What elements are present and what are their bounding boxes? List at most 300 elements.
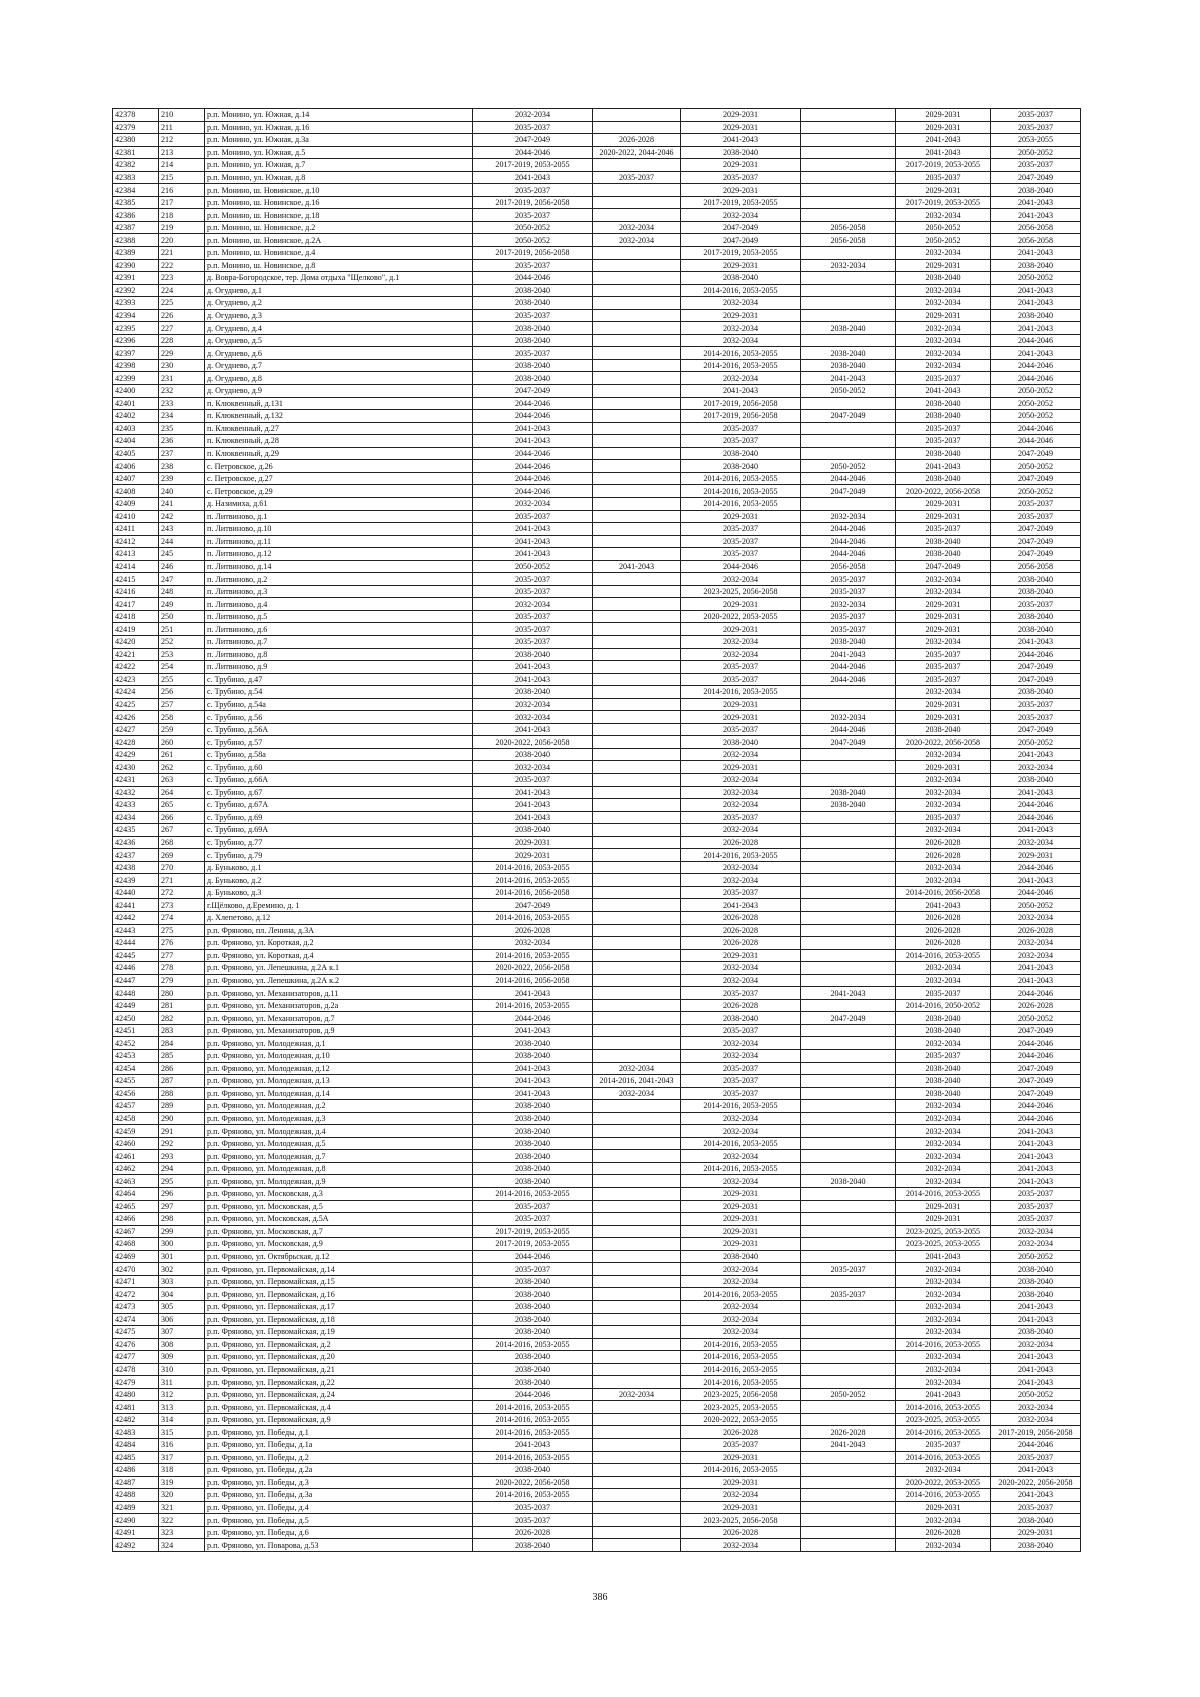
address-cell: п. Литвиново, д.11	[205, 535, 473, 548]
row-number-cell: 283	[159, 1024, 205, 1037]
period-cell-4	[801, 109, 896, 122]
record-id-cell: 42476	[113, 1338, 159, 1351]
record-id-cell: 42449	[113, 999, 159, 1012]
period-cell-5: 2026-2028	[896, 924, 991, 937]
period-cell-4	[801, 1275, 896, 1288]
record-id-cell: 42458	[113, 1112, 159, 1125]
period-cell-6: 2050-2052	[991, 397, 1081, 410]
address-cell: р.п. Фряново, ул. Механизаторов, д.9	[205, 1024, 473, 1037]
row-number-cell: 285	[159, 1050, 205, 1063]
period-cell-4	[801, 1062, 896, 1075]
period-cell-5: 2032-2034	[896, 1351, 991, 1364]
period-cell-4: 2047-2049	[801, 1012, 896, 1025]
address-cell: р.п. Фряново, ул. Победы, д.1	[205, 1426, 473, 1439]
table-row	[113, 234, 1081, 247]
period-cell-1: 2035-2037	[473, 1213, 593, 1226]
period-cell-2	[593, 861, 681, 874]
period-cell-1: 2035-2037	[473, 309, 593, 322]
period-cell-6: 2047-2049	[991, 723, 1081, 736]
period-cell-5: 2038-2040	[896, 272, 991, 285]
period-cell-1: 2038-2040	[473, 1313, 593, 1326]
record-id-cell: 42462	[113, 1162, 159, 1175]
period-cell-3: 2029-2031	[681, 1188, 801, 1201]
record-id-cell: 42492	[113, 1539, 159, 1552]
period-cell-1: 2038-2040	[473, 372, 593, 385]
period-cell-1: 2044-2046	[473, 472, 593, 485]
period-cell-5: 2026-2028	[896, 937, 991, 950]
period-cell-5: 2038-2040	[896, 472, 991, 485]
record-id-cell: 42452	[113, 1037, 159, 1050]
address-cell: р.п. Фряново, ул. Московская, д.7	[205, 1225, 473, 1238]
period-cell-1: 2017-2019, 2056-2058	[473, 247, 593, 260]
period-cell-2	[593, 1363, 681, 1376]
table-row	[113, 1200, 1081, 1213]
row-number-cell: 221	[159, 247, 205, 260]
period-cell-5: 2038-2040	[896, 1024, 991, 1037]
table-row	[113, 761, 1081, 774]
address-cell: д. Огуднево, д.3	[205, 309, 473, 322]
period-cell-1: 2035-2037	[473, 1501, 593, 1514]
period-cell-3: 2032-2034	[681, 1326, 801, 1339]
period-cell-3: 2026-2028	[681, 1526, 801, 1539]
period-cell-3: 2038-2040	[681, 460, 801, 473]
record-id-cell: 42451	[113, 1024, 159, 1037]
period-cell-4	[801, 773, 896, 786]
period-cell-5: 2035-2037	[896, 661, 991, 674]
period-cell-2	[593, 435, 681, 448]
period-cell-5: 2029-2031	[896, 259, 991, 272]
period-cell-2	[593, 1426, 681, 1439]
record-id-cell: 42395	[113, 322, 159, 335]
row-number-cell: 316	[159, 1438, 205, 1451]
period-cell-4	[801, 937, 896, 950]
address-cell: р.п. Фряново, ул. Первомайская, д.16	[205, 1288, 473, 1301]
period-cell-6: 2038-2040	[991, 259, 1081, 272]
period-cell-3: 2029-2031	[681, 1501, 801, 1514]
row-number-cell: 236	[159, 435, 205, 448]
period-cell-1: 2035-2037	[473, 121, 593, 134]
period-cell-1: 2041-2043	[473, 1024, 593, 1037]
table-row	[113, 661, 1081, 674]
period-cell-1: 2041-2043	[473, 535, 593, 548]
period-cell-5: 2032-2034	[896, 334, 991, 347]
period-cell-5: 2032-2034	[896, 1175, 991, 1188]
table-row	[113, 748, 1081, 761]
period-cell-4	[801, 1125, 896, 1138]
address-cell: п. Литвиново, д.4	[205, 598, 473, 611]
period-cell-6: 2041-2043	[991, 1150, 1081, 1163]
period-cell-1: 2041-2043	[473, 661, 593, 674]
period-cell-3: 2020-2022, 2053-2055	[681, 610, 801, 623]
period-cell-3: 2032-2034	[681, 1539, 801, 1552]
period-cell-6: 2035-2037	[991, 698, 1081, 711]
period-cell-4	[801, 1100, 896, 1113]
period-cell-6: 2032-2034	[991, 949, 1081, 962]
period-cell-4	[801, 912, 896, 925]
period-cell-2	[593, 1037, 681, 1050]
period-cell-2	[593, 1275, 681, 1288]
period-cell-6: 2038-2040	[991, 1514, 1081, 1527]
record-id-cell: 42471	[113, 1275, 159, 1288]
table-row	[113, 385, 1081, 398]
period-cell-6: 2035-2037	[991, 1501, 1081, 1514]
period-cell-1: 2035-2037	[473, 610, 593, 623]
period-cell-2: 2014-2016, 2041-2043	[593, 1075, 681, 1088]
address-cell: с. Трубино, д.54а	[205, 698, 473, 711]
table-row	[113, 836, 1081, 849]
address-cell: р.п. Монино, ш. Новинское, д.16	[205, 196, 473, 209]
period-cell-6: 2038-2040	[991, 184, 1081, 197]
table-row	[113, 1263, 1081, 1276]
period-cell-2	[593, 1024, 681, 1037]
period-cell-1: 2020-2022, 2056-2058	[473, 1476, 593, 1489]
address-cell: р.п. Фряново, ул. Молодежная, д.7	[205, 1150, 473, 1163]
period-cell-4	[801, 1162, 896, 1175]
row-number-cell: 248	[159, 585, 205, 598]
period-cell-5: 2032-2034	[896, 686, 991, 699]
period-cell-5: 2029-2031	[896, 184, 991, 197]
period-cell-6: 2050-2052	[991, 1012, 1081, 1025]
address-cell: с. Трубино, д.56	[205, 711, 473, 724]
row-number-cell: 265	[159, 799, 205, 812]
period-cell-3: 2032-2034	[681, 1263, 801, 1276]
period-cell-3: 2029-2031	[681, 184, 801, 197]
period-cell-1: 2041-2043	[473, 1062, 593, 1075]
address-cell: р.п. Фряново, ул. Молодежная, д.3	[205, 1112, 473, 1125]
record-id-cell: 42380	[113, 134, 159, 147]
record-id-cell: 42448	[113, 987, 159, 1000]
period-cell-3: 2029-2031	[681, 109, 801, 122]
period-cell-6: 2041-2043	[991, 748, 1081, 761]
period-cell-4	[801, 824, 896, 837]
period-cell-5: 2014-2016, 2050-2052	[896, 999, 991, 1012]
row-number-cell: 262	[159, 761, 205, 774]
record-id-cell: 42392	[113, 284, 159, 297]
period-cell-2	[593, 1137, 681, 1150]
period-cell-5: 2032-2034	[896, 824, 991, 837]
row-number-cell: 238	[159, 460, 205, 473]
table-row	[113, 773, 1081, 786]
row-number-cell: 225	[159, 297, 205, 310]
period-cell-2	[593, 347, 681, 360]
period-cell-1: 2026-2028	[473, 1526, 593, 1539]
record-id-cell: 42472	[113, 1288, 159, 1301]
record-id-cell: 42489	[113, 1501, 159, 1514]
row-number-cell: 259	[159, 723, 205, 736]
address-cell: п. Литвиново, д.8	[205, 648, 473, 661]
row-number-cell: 315	[159, 1426, 205, 1439]
period-cell-4	[801, 861, 896, 874]
row-number-cell: 245	[159, 548, 205, 561]
record-id-cell: 42421	[113, 648, 159, 661]
period-cell-1: 2038-2040	[473, 824, 593, 837]
row-number-cell: 226	[159, 309, 205, 322]
table-row	[113, 1464, 1081, 1477]
period-cell-5: 2014-2016, 2053-2055	[896, 1426, 991, 1439]
record-id-cell: 42434	[113, 811, 159, 824]
record-id-cell: 42473	[113, 1300, 159, 1313]
period-cell-1: 2017-2019, 2053-2055	[473, 1238, 593, 1251]
period-cell-4: 2035-2037	[801, 585, 896, 598]
row-number-cell: 239	[159, 472, 205, 485]
address-cell: д. Назимиха, д.61	[205, 497, 473, 510]
period-cell-1: 2047-2049	[473, 899, 593, 912]
period-cell-2	[593, 673, 681, 686]
address-cell: с. Трубино, д.67	[205, 786, 473, 799]
period-cell-6: 2041-2043	[991, 1300, 1081, 1313]
table-row	[113, 1413, 1081, 1426]
period-cell-4	[801, 886, 896, 899]
period-cell-2	[593, 1300, 681, 1313]
period-cell-3: 2032-2034	[681, 824, 801, 837]
address-cell: с. Трубино, д.77	[205, 836, 473, 849]
period-cell-2	[593, 397, 681, 410]
period-cell-3: 2014-2016, 2053-2055	[681, 1338, 801, 1351]
period-cell-5: 2032-2034	[896, 1263, 991, 1276]
period-cell-5: 2038-2040	[896, 1012, 991, 1025]
address-cell: д. Огуднево, д.8	[205, 372, 473, 385]
table-row	[113, 786, 1081, 799]
period-cell-1: 2035-2037	[473, 573, 593, 586]
table-row	[113, 159, 1081, 172]
period-cell-5: 2038-2040	[896, 723, 991, 736]
row-number-cell: 246	[159, 560, 205, 573]
period-cell-5: 2050-2052	[896, 234, 991, 247]
period-cell-4: 2035-2037	[801, 610, 896, 623]
period-cell-1: 2014-2016, 2053-2055	[473, 1401, 593, 1414]
period-cell-4	[801, 284, 896, 297]
period-cell-4	[801, 435, 896, 448]
table-row	[113, 1401, 1081, 1414]
period-cell-6: 2044-2046	[991, 1438, 1081, 1451]
record-id-cell: 42437	[113, 849, 159, 862]
period-cell-5: 2041-2043	[896, 385, 991, 398]
period-cell-6: 2041-2043	[991, 962, 1081, 975]
period-cell-5: 2032-2034	[896, 962, 991, 975]
period-cell-3: 2032-2034	[681, 1300, 801, 1313]
period-cell-6: 2041-2043	[991, 347, 1081, 360]
period-cell-1: 2035-2037	[473, 1263, 593, 1276]
period-cell-5: 2014-2016, 2053-2055	[896, 949, 991, 962]
period-cell-2	[593, 209, 681, 222]
record-id-cell: 42435	[113, 824, 159, 837]
period-cell-6: 2044-2046	[991, 648, 1081, 661]
period-cell-4	[801, 698, 896, 711]
table-row	[113, 736, 1081, 749]
period-cell-3: 2023-2025, 2056-2058	[681, 1388, 801, 1401]
address-cell: г.Щёлково, д.Еремино, д. 1	[205, 899, 473, 912]
record-id-cell: 42379	[113, 121, 159, 134]
row-number-cell: 312	[159, 1388, 205, 1401]
period-cell-2: 2020-2022, 2044-2046	[593, 146, 681, 159]
period-cell-3: 2014-2016, 2053-2055	[681, 849, 801, 862]
table-row	[113, 247, 1081, 260]
row-number-cell: 271	[159, 874, 205, 887]
record-id-cell: 42407	[113, 472, 159, 485]
period-cell-1: 2032-2034	[473, 109, 593, 122]
period-cell-6: 2035-2037	[991, 510, 1081, 523]
period-cell-5: 2014-2016, 2053-2055	[896, 1188, 991, 1201]
period-cell-5: 2029-2031	[896, 109, 991, 122]
table-row	[113, 1501, 1081, 1514]
period-cell-1: 2038-2040	[473, 284, 593, 297]
record-id-cell: 42418	[113, 610, 159, 623]
period-cell-6: 2041-2043	[991, 1363, 1081, 1376]
row-number-cell: 297	[159, 1200, 205, 1213]
period-cell-2	[593, 247, 681, 260]
table-row	[113, 221, 1081, 234]
period-cell-4	[801, 1225, 896, 1238]
row-number-cell: 251	[159, 623, 205, 636]
table-row	[113, 309, 1081, 322]
table-row	[113, 924, 1081, 937]
record-id-cell: 42384	[113, 184, 159, 197]
period-cell-5: 2032-2034	[896, 573, 991, 586]
period-cell-3: 2038-2040	[681, 1250, 801, 1263]
period-cell-3: 2035-2037	[681, 548, 801, 561]
period-cell-4	[801, 1313, 896, 1326]
table-row	[113, 447, 1081, 460]
period-cell-6: 2038-2040	[991, 573, 1081, 586]
period-cell-1: 2041-2043	[473, 523, 593, 536]
period-cell-4: 2056-2058	[801, 560, 896, 573]
table-row	[113, 1075, 1081, 1088]
period-cell-2	[593, 359, 681, 372]
period-cell-1: 2041-2043	[473, 1087, 593, 1100]
address-cell: п. Литвиново, д.9	[205, 661, 473, 674]
record-id-cell: 42484	[113, 1438, 159, 1451]
address-cell: р.п. Монино, ш. Новинское, д.18	[205, 209, 473, 222]
period-cell-6: 2050-2052	[991, 146, 1081, 159]
row-number-cell: 233	[159, 397, 205, 410]
period-cell-6: 2050-2052	[991, 899, 1081, 912]
period-cell-6: 2032-2034	[991, 761, 1081, 774]
period-cell-4: 2044-2046	[801, 535, 896, 548]
period-cell-5: 2032-2034	[896, 284, 991, 297]
period-cell-5: 2017-2019, 2053-2055	[896, 159, 991, 172]
period-cell-1: 2035-2037	[473, 209, 593, 222]
period-cell-2	[593, 497, 681, 510]
period-cell-6: 2050-2052	[991, 272, 1081, 285]
period-cell-2	[593, 297, 681, 310]
period-cell-5: 2032-2034	[896, 799, 991, 812]
row-number-cell: 299	[159, 1225, 205, 1238]
period-cell-4	[801, 962, 896, 975]
record-id-cell: 42444	[113, 937, 159, 950]
address-cell: с. Трубино, д.66А	[205, 773, 473, 786]
period-cell-2: 2035-2037	[593, 171, 681, 184]
table-row	[113, 861, 1081, 874]
table-row	[113, 1489, 1081, 1502]
period-cell-6: 2041-2043	[991, 209, 1081, 222]
row-number-cell: 317	[159, 1451, 205, 1464]
period-cell-6: 2050-2052	[991, 1388, 1081, 1401]
table-row	[113, 1363, 1081, 1376]
period-cell-5: 2020-2022, 2056-2058	[896, 485, 991, 498]
record-id-cell: 42390	[113, 259, 159, 272]
period-cell-6: 2038-2040	[991, 1263, 1081, 1276]
period-cell-6: 2026-2028	[991, 999, 1081, 1012]
period-cell-2	[593, 472, 681, 485]
table-row	[113, 962, 1081, 975]
period-cell-5: 2026-2028	[896, 849, 991, 862]
period-cell-6: 2050-2052	[991, 1250, 1081, 1263]
period-cell-4	[801, 748, 896, 761]
period-cell-5: 2032-2034	[896, 347, 991, 360]
record-id-cell: 42485	[113, 1451, 159, 1464]
period-cell-2	[593, 1050, 681, 1063]
record-id-cell: 42467	[113, 1225, 159, 1238]
address-cell: р.п. Монино, ул. Южная, д.8	[205, 171, 473, 184]
period-cell-5: 2026-2028	[896, 912, 991, 925]
period-cell-4: 2044-2046	[801, 523, 896, 536]
record-id-cell: 42440	[113, 886, 159, 899]
period-cell-4	[801, 1514, 896, 1527]
period-cell-1: 2050-2052	[473, 560, 593, 573]
period-cell-2	[593, 836, 681, 849]
period-cell-3: 2029-2031	[681, 259, 801, 272]
period-cell-2	[593, 1313, 681, 1326]
period-cell-6: 2047-2049	[991, 1024, 1081, 1037]
table-row	[113, 1514, 1081, 1527]
table-row	[113, 937, 1081, 950]
period-cell-5: 2035-2037	[896, 811, 991, 824]
row-number-cell: 217	[159, 196, 205, 209]
period-cell-2: 2026-2028	[593, 134, 681, 147]
period-cell-3: 2035-2037	[681, 673, 801, 686]
table-row	[113, 1338, 1081, 1351]
address-cell: р.п. Фряново, ул. Победы, д.2а	[205, 1464, 473, 1477]
address-cell: п. Литвиново, д.3	[205, 585, 473, 598]
period-cell-3: 2032-2034	[681, 1313, 801, 1326]
period-cell-2	[593, 1012, 681, 1025]
row-number-cell: 266	[159, 811, 205, 824]
period-cell-6: 2041-2043	[991, 1175, 1081, 1188]
period-cell-2	[593, 635, 681, 648]
period-cell-4	[801, 1087, 896, 1100]
record-id-cell: 42424	[113, 686, 159, 699]
table-row	[113, 1087, 1081, 1100]
period-cell-2: 2032-2034	[593, 1062, 681, 1075]
period-cell-1: 2035-2037	[473, 1514, 593, 1527]
period-cell-6: 2050-2052	[991, 385, 1081, 398]
row-number-cell: 220	[159, 234, 205, 247]
address-cell: с. Трубино, д.57	[205, 736, 473, 749]
row-number-cell: 322	[159, 1514, 205, 1527]
address-cell: р.п. Фряново, ул. Московская, д.5А	[205, 1213, 473, 1226]
table-row	[113, 497, 1081, 510]
address-cell: р.п. Фряново, ул. Молодежная, д.9	[205, 1175, 473, 1188]
period-cell-3: 2032-2034	[681, 297, 801, 310]
period-cell-3: 2014-2016, 2053-2055	[681, 1100, 801, 1113]
period-cell-2	[593, 748, 681, 761]
table-row	[113, 686, 1081, 699]
period-cell-6: 2041-2043	[991, 874, 1081, 887]
row-number-cell: 295	[159, 1175, 205, 1188]
table-row	[113, 1213, 1081, 1226]
period-cell-3: 2020-2022, 2053-2055	[681, 1413, 801, 1426]
row-number-cell: 279	[159, 974, 205, 987]
period-cell-2	[593, 1526, 681, 1539]
period-cell-6: 2029-2031	[991, 849, 1081, 862]
address-cell: р.п. Фряново, ул. Короткая, д.2	[205, 937, 473, 950]
row-number-cell: 272	[159, 886, 205, 899]
row-number-cell: 257	[159, 698, 205, 711]
record-id-cell: 42446	[113, 962, 159, 975]
address-cell: р.п. Фряново, ул. Поварова, д.53	[205, 1539, 473, 1552]
period-cell-5: 2032-2034	[896, 1100, 991, 1113]
row-number-cell: 275	[159, 924, 205, 937]
